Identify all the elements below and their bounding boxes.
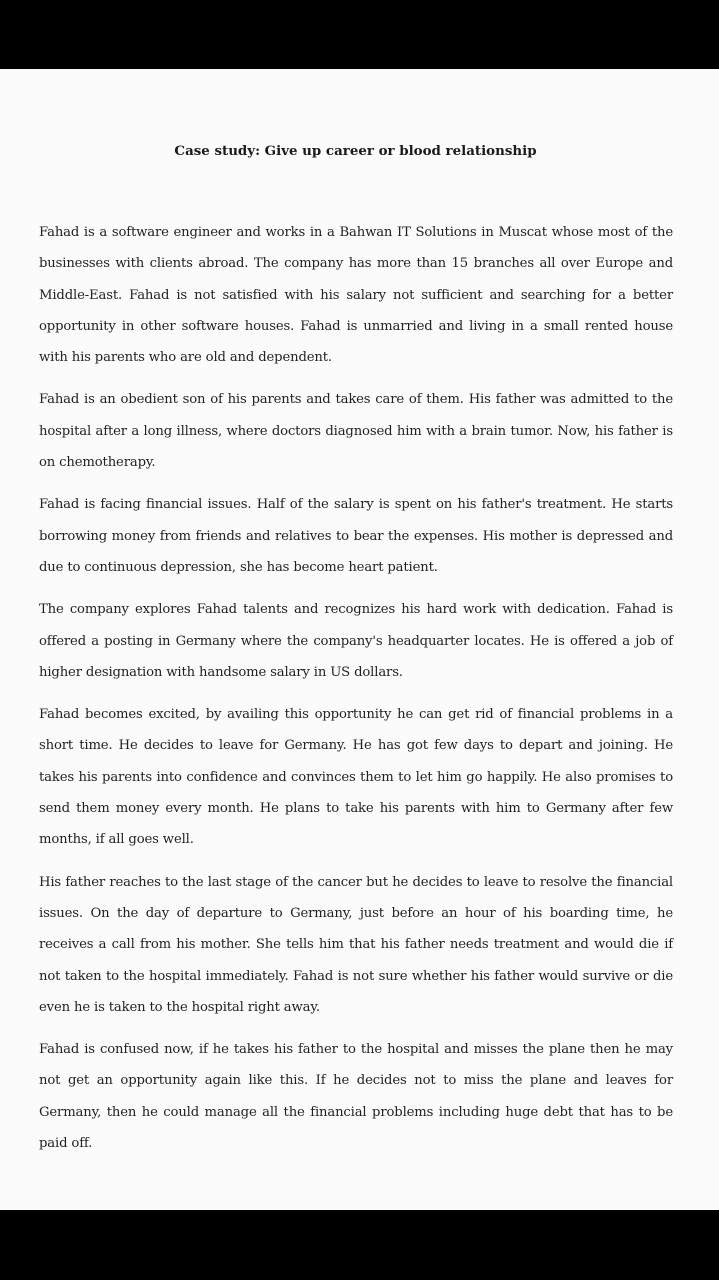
paragraph-6: His father reaches to the last stage of the cancer but he decides to leave to resolve the financial issues. On the day of departure to Germany, just before an hour of his boarding time, he receives a call from his mother. She tells him that his father needs treatment and would die if not taken to the hospital immediately. Fahad is not sure whether his father would survive or die even he is taken to the hospital right away.	[39, 874, 673, 1015]
paragraph-1: Fahad is a software engineer and works in a Bahwan IT Solutions in Muscat whose most of the businesses with clients abroad. The company has more than 15 branches all over Europe and Middle-East. Fahad is not satisfied with his salary not sufficient and searching for a better opportunity in other software houses. Fahad is unmarried and living in a small rented house with his parents who are old and dependent.	[39, 225, 673, 366]
paragraph-7: Fahad is confused now, if he takes his father to the hospital and misses the plane then he may not get an opportunity again like this. If he decides not to miss the plane and leaves for Germany, then he could manage all the financial problems including huge debt that has to be paid off.	[39, 1042, 673, 1152]
document-title: Case study: Give up career or blood relationship	[174, 143, 537, 159]
paragraph-5: Fahad becomes excited, by availing this opportunity he can get rid of financial problems in a short time. He decides to leave for Germany. He has got few days to depart and joining. He takes his parents into confidence and convinces them to let him go happily. He also promises to send them money every month. He plans to take his parents with him to Germany after few months, if all goes well.	[39, 707, 673, 848]
paragraph-2: Fahad is an obedient son of his parents and takes care of them. His father was admitted to the hospital after a long illness, where doctors diagnosed him with a brain tumor. Now, his father is on chemotherapy.	[39, 392, 673, 471]
top-black-bar	[0, 0, 719, 69]
document-page	[0, 69, 719, 1210]
paragraph-3: Fahad is facing financial issues. Half of the salary is spent on his father's treatment. He starts borrowing money from friends and relatives to bear the expenses. His mother is depressed and due to continuous depression, she has become heart patient.	[39, 497, 673, 575]
bottom-black-bar	[0, 1210, 719, 1280]
document-body	[39, 217, 673, 1170]
paragraph-4: The company explores Fahad talents and recognizes his hard work with dedication. Fahad is offered a posting in Germany where the company's headquarter locates. He is offered a job of higher designation with handsome salary in US dollars.	[39, 602, 673, 680]
